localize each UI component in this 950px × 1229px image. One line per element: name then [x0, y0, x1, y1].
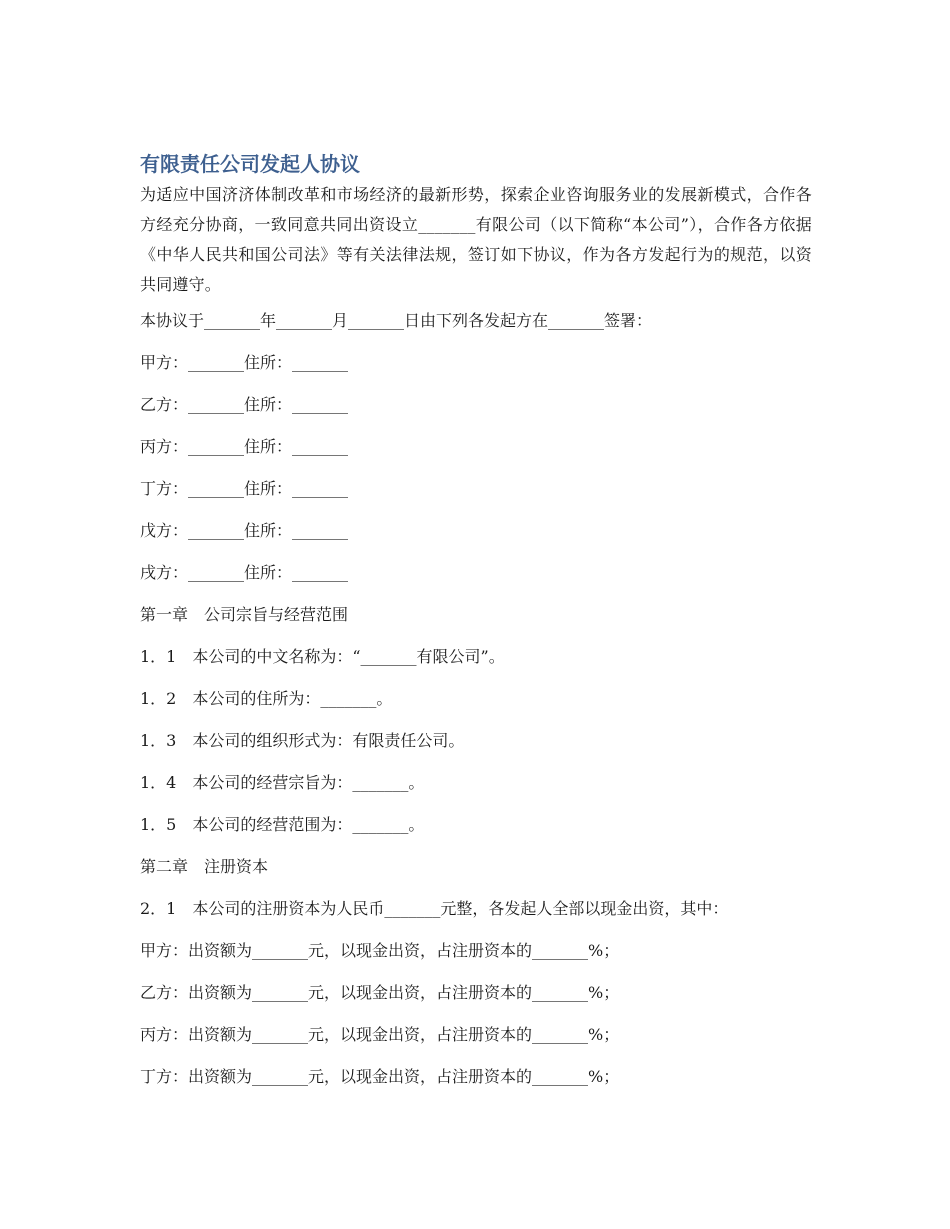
- clause-2-1: 2．1 本公司的注册资本为人民币_______元整，各发起人全部以现金出资，其中：: [140, 899, 729, 918]
- contribution-party-b: 乙方：出资额为_______元，以现金出资，占注册资本的_______%；: [140, 983, 620, 1002]
- contribution-party-c: 丙方：出资额为_______元，以现金出资，占注册资本的_______%；: [140, 1025, 620, 1044]
- party-d-line: 丁方：_______住所：_______: [140, 479, 349, 498]
- party-b-line: 乙方：_______住所：_______: [140, 395, 349, 414]
- clause-1-4: 1．4 本公司的经营宗旨为：_______。: [140, 773, 425, 792]
- clause-1-1: 1．1 本公司的中文名称为：“_______有限公司”。: [140, 647, 505, 666]
- party-a-line: 甲方：_______住所：_______: [140, 353, 349, 372]
- party-f-line: 戌方：_______住所：_______: [140, 563, 349, 582]
- clause-1-3: 1．3 本公司的组织形式为：有限责任公司。: [140, 731, 465, 750]
- chapter-1-heading: 第一章 公司宗旨与经营范围: [140, 605, 349, 624]
- clause-1-2: 1．2 本公司的住所为：_______。: [140, 689, 393, 708]
- signing-date-line: 本协议于_______年_______月_______日由下列各发起方在_______签署：: [140, 311, 653, 330]
- contribution-party-d: 丁方：出资额为_______元，以现金出资，占注册资本的_______%；: [140, 1067, 620, 1086]
- chapter-2-heading: 第二章 注册资本: [140, 857, 269, 876]
- document-page: [140, 148, 812, 1088]
- clause-1-5: 1．5 本公司的经营范围为：_______。: [140, 815, 425, 834]
- intro-paragraph: 为适应中国济济体制改革和市场经济的最新形势，探索企业咨询服务业的发展新模式，合作各方经充分协商，一致同意共同出资设立_______有限公司（以下简称“本公司”），合作各方依据《中华人民共和国公司法》等有关法律法规，签订如下协议，作为各方发起行为的规范，以资共同遵守。: [140, 185, 812, 294]
- document-title: 有限责任公司发起人协议: [140, 152, 360, 176]
- party-e-line: 戊方：_______住所：_______: [140, 521, 349, 540]
- contribution-party-a: 甲方：出资额为_______元，以现金出资，占注册资本的_______%；: [140, 941, 620, 960]
- party-c-line: 丙方：_______住所：_______: [140, 437, 349, 456]
